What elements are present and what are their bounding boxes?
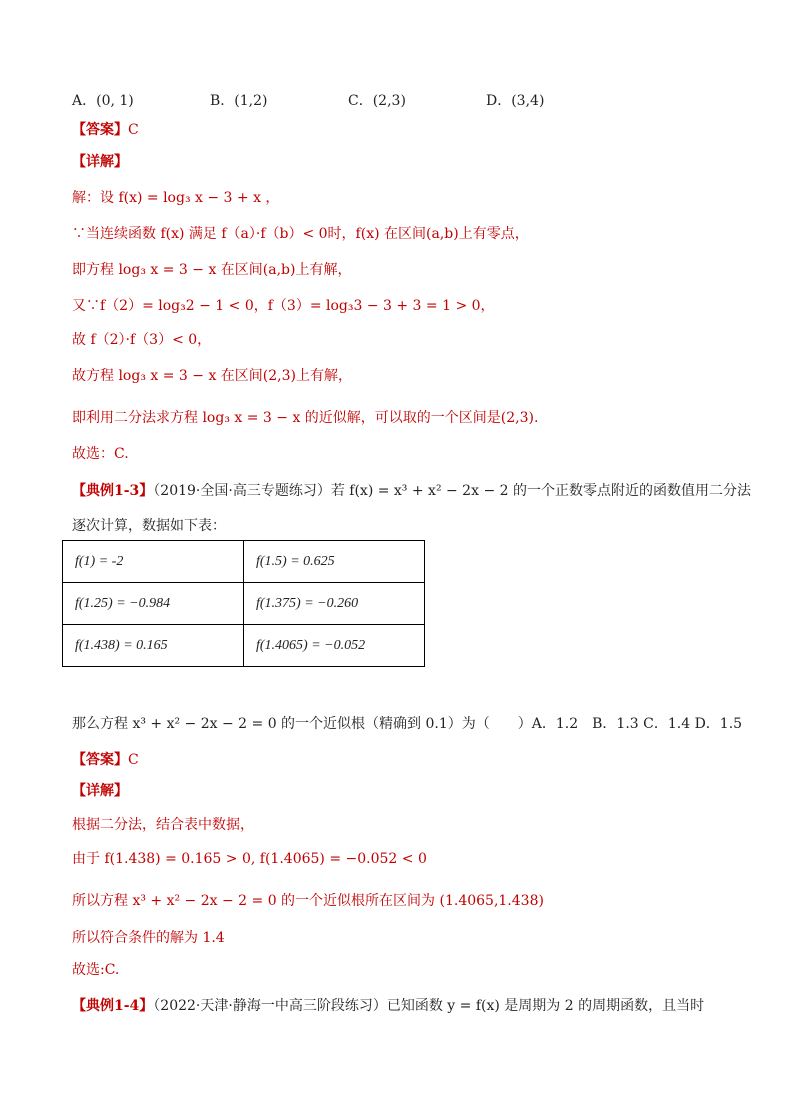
solution-line-8: 故选：C. bbox=[72, 446, 129, 462]
detail-line-3: 所以方程 x³ + x² − 2x − 2 = 0 的一个近似根所在区间为 (1.4065,1.438) bbox=[72, 893, 544, 909]
table-cell: f(1.375) = −0.260 bbox=[244, 583, 425, 625]
table-cell: f(1.25) = −0.984 bbox=[63, 583, 244, 625]
example-1-3-heading bbox=[72, 481, 751, 501]
example-1-4-heading bbox=[72, 996, 704, 1016]
table-row bbox=[63, 625, 425, 667]
solution-line-3: 即方程 log₃ x = 3 − x 在区间(a,b)上有解， bbox=[72, 262, 352, 278]
table-cell: f(1.4065) = −0.052 bbox=[244, 625, 425, 667]
solution-line-6: 故方程 log₃ x = 3 − x 在区间(2,3)上有解， bbox=[72, 368, 352, 384]
solution-line-2: ∵当连续函数 f(x) 满足 f（a）·f（b）< 0时，f(x) 在区间(a,b)上有零点， bbox=[72, 226, 529, 242]
answer-value: C bbox=[128, 122, 139, 138]
answer-value: C bbox=[128, 752, 139, 768]
question-line: 那么方程 x³ + x² − 2x − 2 = 0 的一个近似根（精确到 0.1）为（ ）A．1.2 B．1.3 C．1.4 D．1.5 bbox=[72, 716, 743, 732]
answer-tag: 【答案】 bbox=[72, 122, 128, 138]
solution-line-7: 即利用二分法求方程 log₃ x = 3 − x 的近似解，可以取的一个区间是(2,3). bbox=[72, 410, 539, 426]
table-cell: f(1.438) = 0.165 bbox=[63, 625, 244, 667]
example-tag: 【典例1-3】 bbox=[72, 483, 154, 499]
solution-line-5: 故 f（2）·f（3）< 0， bbox=[72, 332, 212, 348]
example-1-3-line-2: 逐次计算，数据如下表： bbox=[72, 518, 226, 534]
table-row bbox=[63, 541, 425, 583]
answer-line-2 bbox=[72, 750, 139, 770]
option-c: C．(2,3) bbox=[348, 93, 406, 109]
detail-line-5: 故选:C. bbox=[72, 962, 120, 978]
example-tag: 【典例1-4】 bbox=[72, 998, 154, 1014]
table-cell: f(1.5) = 0.625 bbox=[244, 541, 425, 583]
option-a: A．(0, 1) bbox=[72, 93, 134, 109]
solution-line-1: 解：设 f(x) = log₃ x − 3 + x ， bbox=[72, 190, 280, 206]
detail-tag-2: 【详解】 bbox=[72, 783, 128, 799]
example-text: （2019·全国·高三专题练习）若 f(x) = x³ + x² − 2x − 2 的一个正数零点附近的函数值用二分法 bbox=[153, 483, 751, 499]
detail-line-1: 根据二分法，结合表中数据， bbox=[72, 817, 254, 833]
detail-line-2: 由于 f(1.438) = 0.165 > 0, f(1.4065) = −0.052 < 0 bbox=[72, 851, 427, 867]
solution-line-4: 又∵f（2）= log₃2 − 1 < 0，f（3）= log₃3 − 3 + 3 = 1 > 0， bbox=[72, 298, 495, 314]
option-d: D．(3,4) bbox=[486, 93, 545, 109]
detail-line-4: 所以符合条件的解为 1.4 bbox=[72, 930, 225, 946]
table-row bbox=[63, 583, 425, 625]
detail-tag-1: 【详解】 bbox=[72, 154, 128, 170]
example-text: （2022·天津·静海一中高三阶段练习）已知函数 y = f(x) 是周期为 2 的周期函数，且当时 bbox=[153, 998, 705, 1014]
option-b: B．(1,2) bbox=[210, 93, 268, 109]
data-table bbox=[62, 540, 425, 667]
answer-line-1 bbox=[72, 120, 139, 140]
table-cell: f(1) = -2 bbox=[63, 541, 244, 583]
answer-tag: 【答案】 bbox=[72, 752, 128, 768]
